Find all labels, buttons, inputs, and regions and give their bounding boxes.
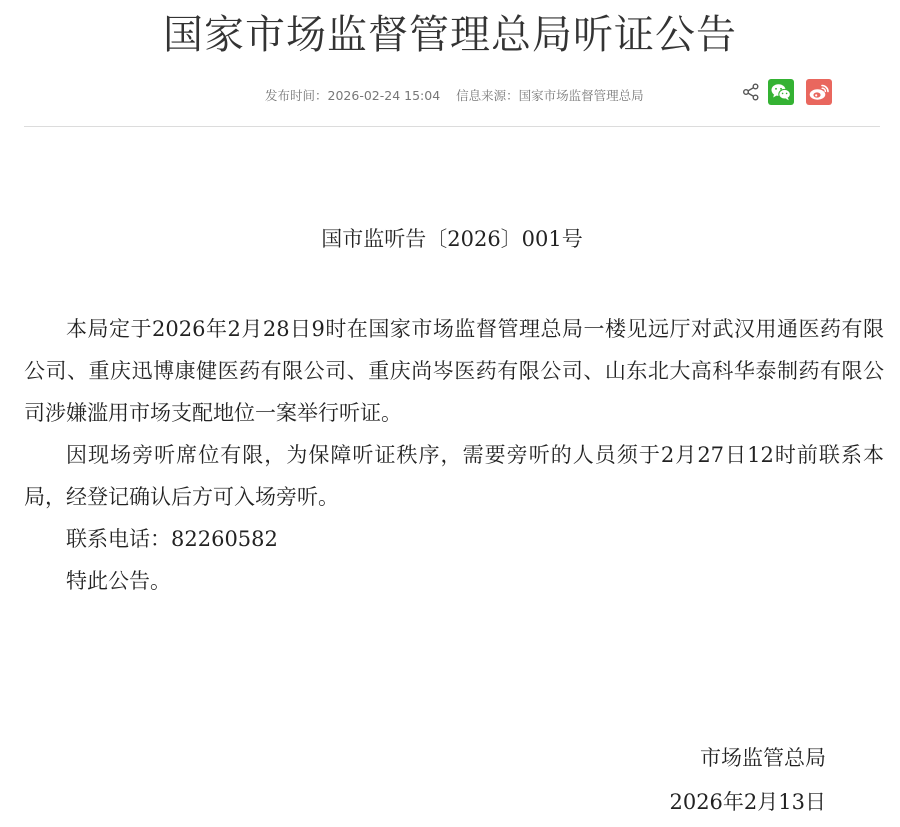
document-body (24, 308, 884, 602)
share-icon[interactable] (740, 78, 762, 106)
publish-time-label: 发布时间： (265, 88, 328, 103)
body-paragraph: 本局定于2026年2月28日9时在国家市场监督管理总局一楼见远厅对武汉用通医药有限公司、重庆迅博康健医药有限公司、重庆尚岑医药有限公司、山东北大高科华泰制药有限公司涉嫌滥用市场支配地位一案举行听证。 (24, 317, 884, 425)
body-paragraph: 因现场旁听席位有限，为保障听证秩序，需要旁听的人员须于2月27日12时前联系本局，经登记确认后方可入场旁听。 (24, 443, 884, 509)
source: 国家市场监督管理总局 (518, 88, 644, 103)
closing-statement: 特此公告。 (66, 569, 171, 593)
page-title: 国家市场监督管理总局听证公告 (163, 12, 737, 58)
source-label: 信息来源： (456, 88, 519, 103)
document-number: 国市监听告〔2026〕001号 (321, 227, 583, 251)
signature-date: 2026年2月13日 (669, 790, 826, 814)
contact-phone: 联系电话：82260582 (66, 527, 278, 551)
share-bar (740, 78, 832, 106)
signature-block (669, 736, 826, 824)
wechat-icon[interactable] (768, 79, 794, 105)
publish-time: 2026-02-24 15:04 (327, 88, 441, 103)
article-meta (265, 86, 644, 106)
header-divider (24, 126, 880, 127)
weibo-icon[interactable] (806, 79, 832, 105)
signature-org: 市场监管总局 (700, 746, 826, 770)
